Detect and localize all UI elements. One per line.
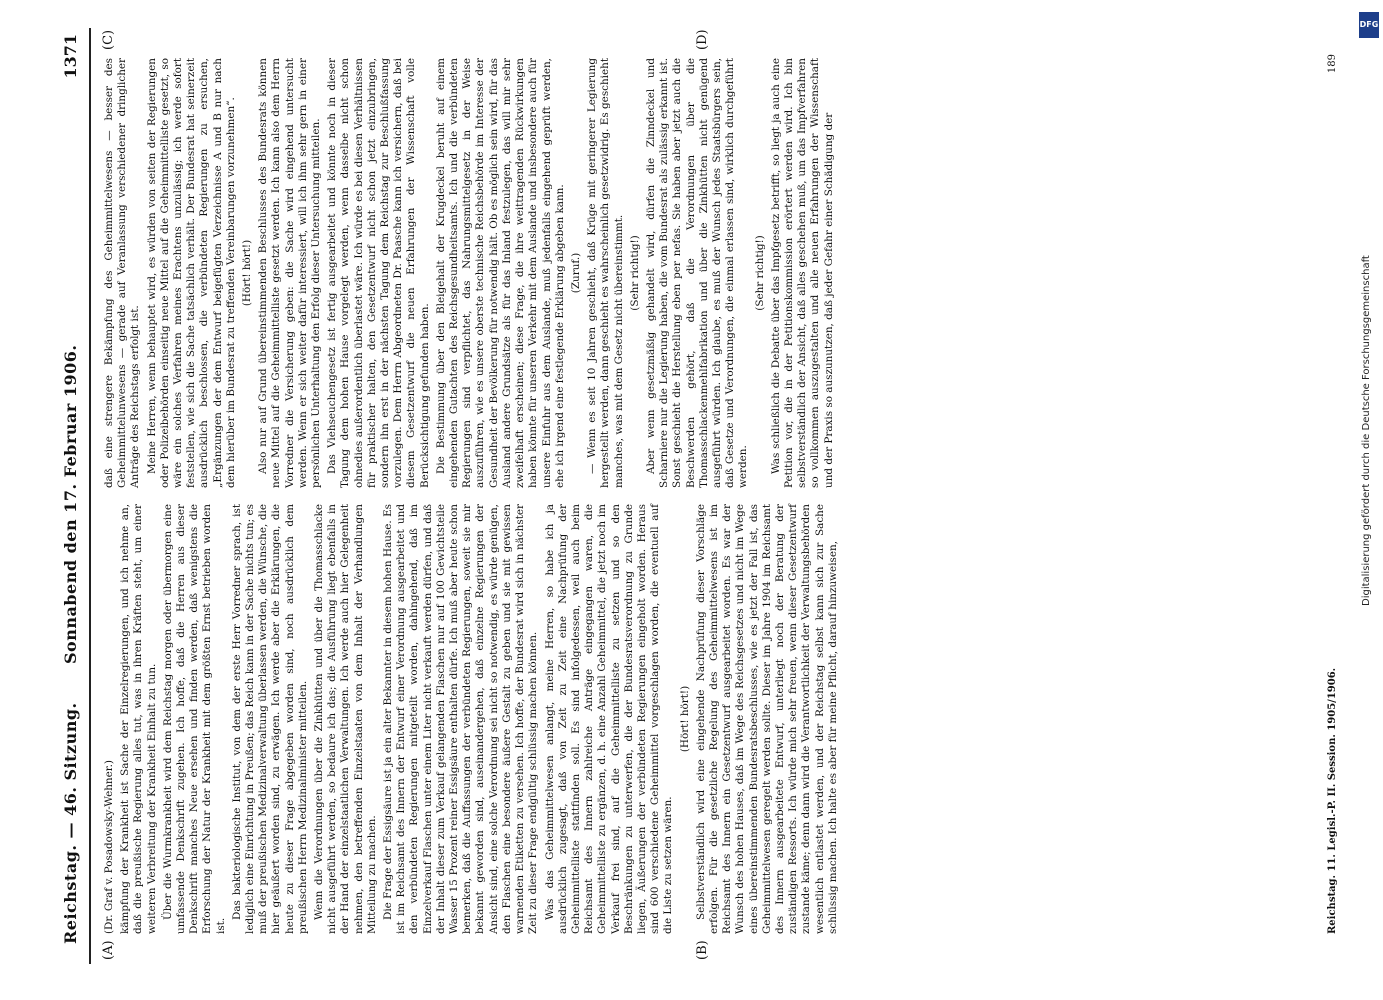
digitization-sidebar [1355, 6, 1383, 994]
margin-marker-c: (C) [101, 29, 116, 50]
paragraph: Was das Geheimmittelwesen anlangt, meine Herren, so habe ich ja ausdrücklich zugesagt, daß von Zeit zu Zeit eine Nachprüfung der Geheimmittelliste stattfinden soll. Es sind infolgedessen, weil auch beim Reichsamt des Innern zahlreiche Anträge eingegangen waren, die Geheimmittelliste zu ergänzen, d. h. eine Anzahl Geheimmittel, die jetzt noch im Verkauf frei sind, auf die Geheimmittelliste zu setzen und so den Beschränkungen zu unterwerfen, die der Bundesratsverordnung zu Grunde liegen, Äußerungen der verbündeten Regierungen eingeholt worden. Heraus sind 600 verschiedene Geheimmittel vorgeschlagen worden, die eventuell auf die Liste zu setzen wären. [543, 504, 675, 934]
interjection: (Sehr richtig!) [753, 235, 766, 311]
paragraph: Das bakteriologische Institut, von dem der erste Herr Vorredner sprach, ist lediglich eine Einrichtung in Preußen; das Reich kann in der Sache nichts tun; es muß der preußischen Medizinalverwaltung überlassen werden, die Wünsche, die hier geäußert worden sind, zu erwägen. Ich werde aber die Erklärungen, die heute zu dieser Frage abgegeben worden sind, noch ausdrücklich dem preußischen Herrn Medizinalminister mitteilen. [230, 504, 309, 934]
dfg-logo: DFG [1359, 12, 1379, 38]
margin-marker-a: (A) [101, 940, 116, 960]
interjection: (Hört! hört!) [241, 239, 254, 307]
funding-credit: Digitalisierung gefördert durch die Deutsche Forschungsgemeinschaft [1361, 255, 1372, 606]
paragraph: Also nur auf Grund übereinstimmenden Beschlusses des Bundesrats können neue Mittel auf die Geheimmittelliste gesetzt werden. Ich kann also dem Herrn Vorredner die Versicherung geben: die Sache wird eingehend untersucht werden. Wenn er sich weiter dafür interessiert, will ich ihm sehr gern in einer persönlichen Unterhaltung den Erfolg dieser Untersuchung mitteilen. [257, 58, 323, 488]
margin-marker-b: (B) [695, 940, 710, 960]
page-header [55, 28, 91, 964]
interjection: (Sehr richtig!) [628, 235, 641, 311]
interjection: (Zuruf.) [569, 252, 582, 294]
paragraph: Aber wenn gesetzmäßig gehandelt wird, dürfen die Zinndeckel und Scharniere nur die Legierung haben, die vom Bundesrat als zulässig erkannt ist. Sonst geschieht die Herstellung eben per nefas. Sie haben aber jetzt auch die Beschwerden gehört, daß die Verordnungen über die Thomasschlackenmehlfabrikation und über die Zinkhütten nicht genügend ausgeführt würden. Ich glaube, es muß der Wunsch jedes Staatsbürgers sein, daß Gesetze und Verordnungen, die einmal erlassen sind, wirklich durchgeführt werden. [644, 58, 750, 488]
rotated-document-page [55, 28, 1355, 964]
paragraph: daß eine strengere Bekämpfung des Geheimmittelwesens — besser des Geheimmittelunwesens — gerade auf Veranlassung verschiedener dringlicher Anträge des Reichstags erfolgt ist. [103, 58, 142, 488]
paragraph: Wenn die Verordnungen über die Zinkhütten und über die Thomasschlacke nicht ausgeführt werden, so bedaure ich das; die Ausführung liegt ebenfalls in der Hand der einzelstaatlichen Verwaltungen. Ich werde auch hier Gelegenheit nehmen, den betreffenden Einzelstaaten von dem Inhalt der Verhandlungen Mitteilung zu machen. [313, 504, 378, 934]
paragraph: Die Frage der Essigsäure ist ja ein alter Bekannter in diesem hohen Hause. Es ist im Reichsamt des Innern der Entwurf einer Verordnung ausgearbeitet und den verbündeten Regierungen mitgeteilt worden, dahingehend, daß im Einzelverkauf Flaschen unter einem Liter nicht verkauft werden dürfen, und daß der Inhalt dieser zum Verkauf gelangenden Flaschen nur auf 100 Gewichtsteile Wasser 15 Prozent reiner Essigsäure enthalten dürfe. Ich muß aber heute schon bemerken, daß die Auffassungen der verbündeten Regierungen, soweit sie mir bekannt geworden sind, auseinandergehen, daß einzelne Regierungen der Ansicht sind, eine solche Verordnung sei nicht so notwendig, es würde genügen, den Flaschen eine besondere äußere Gestalt zu geben und sie mit gewissen warnenden Etiketten zu versehen. Ich hoffe, der Bundesrat wird sich in nächster Zeit zu dieser Frage endgültig schlüssig machen können. [382, 504, 540, 934]
right-column [103, 58, 1323, 488]
paragraph: Die Bestimmung über den Bleigehalt der Krugdeckel beruht auf einem eingehenden Gutachten des Reichsgesundheitsamts. Ich und die verbündeten Regierungen sind verpflichtet, das Nahrungsmittelgesetz in der Weise auszuführen, wie es unsere oberste technische Reichsbehörde im Interesse der Gesundheit der Bevölkerung für notwendig hält. Ob es möglich sein wird, für das Ausland andere Grundsätze als für das Inland festzulegen, das will mir sehr zweifelhaft erscheinen; diese Frage, die ihre weittragenden Rückwirkungen haben könnte für unseren Verkehr mit dem Auslande und insbesondere auch für unsere Einfuhr aus dem Auslande, muß jedenfalls eingehend geprüft werden, ehe ich irgend eine festlegende Erklärung abgeben kann. [434, 58, 566, 488]
margin-marker-d: (D) [695, 29, 710, 50]
page-footer [1327, 54, 1349, 934]
paragraph: Was schließlich die Debatte über das Impfgesetz betrifft, so liegt ja auch eine Petition vor, die in der Petitionskommission erörtert werden wird. Ich bin selbstverständlich der Ansicht, daß alles geschehen muß, um das Impfverfahren so vollkommen auszugestalten und alle neuen Erfahrungen der Wissenschaft und der Praxis so auszunutzen, daß jeder Gefahr einer Schädigung der [769, 58, 835, 488]
page-number: 1371 [61, 34, 80, 79]
paragraph: Meine Herren, wenn behauptet wird, es würden von seiten der Regierungen oder Polizeibehörden einseitig neue Mittel auf die Geheimmittelliste gesetzt, so wäre ein solches Verfahren meines Erachtens unzulässig; ich werde sofort feststellen, wie sich die Sache tatsächlich verhält. Der Bundesrat hat seinerzeit ausdrücklich beschlossen, die verbündeten Regierungen zu ersuchen, „Ergänzungen der dem Entwurf beigefügten Verzeichnisse A und B nur nach dem hierüber im Bundesrat zu treffenden Vereinbarungen vorzunehmen“. [145, 58, 237, 488]
signature-number: 189 [1327, 54, 1338, 74]
paragraph: Selbstverständlich wird eine eingehende Nachprüfung dieser Vorschläge erfolgen. Für die gesetzliche Regelung des Geheimmittelwesens ist im Reichsamt des Innern ein Gesetzentwurf ausgearbeitet worden. Es war der Wunsch des hohen Hauses, daß im Wege des Reichsgesetzes und nicht im Wege eines übereinstimmenden Bundesratsbeschlusses, wie es jetzt der Fall ist, das Geheimmittelwesen geregelt werden sollte. Dieser im Jahre 1904 im Reichsamt des Innern ausgearbeitete Entwurf, unterliegt noch der Beratung der zuständigen Ressorts. Ich würde mich sehr freuen, wenn dieser Gesetzentwurf zustande käme; denn dann wird die Verantwortlichkeit der Verwaltungsbehörden wesentlich entlastet werden, und der Reichstag selbst kann sich zur Sache schlüssig machen. Ich halte es aber für meine Pflicht, darauf hinzuweisen, [694, 504, 839, 934]
paragraph: Über die Wurmkrankheit wird dem Reichstag morgen oder übermorgen eine umfassende Denkschrift zugehen. Ich hoffe, daß die Herren aus dieser Denkschrift manches Neue ersehen und finden werden, daß wenigstens die Erforschung der Natur der Krankheit mit dem größten Ernst betrieben worden ist. [161, 504, 227, 934]
interjection: (Hört! hört!) [678, 685, 691, 753]
footer-session-info: Reichstag. 11. Legisl.-P. II. Session. 1905/1906. [1327, 667, 1338, 934]
paragraph: Das Viehseuchengesetz ist fertig ausgearbeitet und könnte noch in dieser Tagung dem hohen Hause vorgelegt werden, wenn dasselbe nicht schon ohnedies außerordentlich überlastet wäre. Ich würde es bei diesen Verhältnissen für praktischer halten, den Gesetzentwurf nicht schon jetzt einzubringen, sondern ihn erst in der nächsten Tagung dem Reichstag zur Beschlußfassung vorzulegen. Dem Herrn Abgeordneten Dr. Paasche kann ich versichern, daß bei diesem Gesetzentwurf die neuen Erfahrungen der Wissenschaft volle Berücksichtigung gefunden haben. [326, 58, 431, 488]
paragraph: kämpfung der Krankheit ist Sache der Einzelregierungen, und ich nehme an, daß die preußische Regierung alles tut, was in ihren Kräften steht, um einer weiteren Verbreitung der Krankheit Einhalt zu tun. [119, 504, 158, 934]
header-date: Sonnabend den 17. Februar 1906. [61, 344, 80, 664]
speaker-line: (Dr. Graf v. Posadowsky-Wehner.) [103, 760, 115, 934]
left-column [103, 504, 1323, 934]
header-session: Reichstag. — 46. Sitzung. [61, 702, 80, 944]
paragraph: — Wenn es seit 10 Jahren geschieht, daß Krüge mit geringerer Legierung hergestellt werden, dann geschieht es wahrscheinlich gesetzwidrig. Es geschieht manches, was mit dem Gesetz nicht übereinstimmt. [586, 58, 625, 488]
